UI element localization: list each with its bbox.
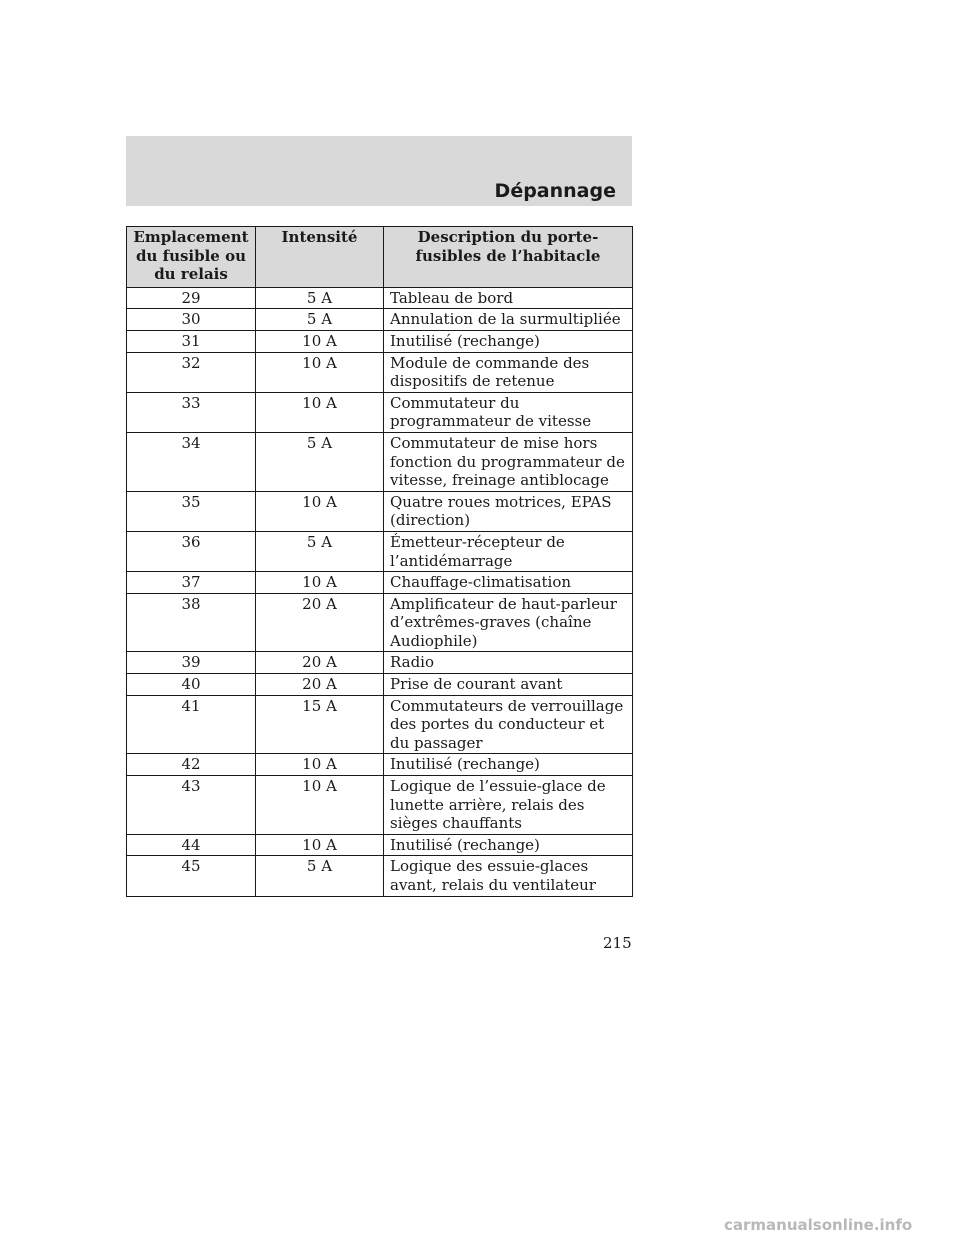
fuse-location-cell: 40 <box>127 674 256 696</box>
fuse-location-cell: 45 <box>127 856 256 896</box>
description-cell: Amplificateur de haut-parleur d’extrêmes-graves (chaîne Audiophile) <box>384 593 633 652</box>
fuse-location-cell: 31 <box>127 330 256 352</box>
amperage-cell: 20 A <box>256 652 384 674</box>
fuse-location-cell: 30 <box>127 309 256 331</box>
table-row <box>127 392 633 432</box>
table-header-row <box>127 227 633 288</box>
description-cell: Inutilisé (rechange) <box>384 834 633 856</box>
fuse-location-cell: 33 <box>127 392 256 432</box>
description-cell: Prise de courant avant <box>384 674 633 696</box>
amperage-cell: 10 A <box>256 754 384 776</box>
fuse-location-cell: 41 <box>127 695 256 754</box>
column-header-description: Description du porte-fusibles de l’habitacle <box>384 227 633 288</box>
table-row <box>127 776 633 835</box>
amperage-cell: 15 A <box>256 695 384 754</box>
fuse-location-cell: 32 <box>127 352 256 392</box>
amperage-cell: 20 A <box>256 674 384 696</box>
amperage-cell: 5 A <box>256 856 384 896</box>
amperage-cell: 20 A <box>256 593 384 652</box>
fuse-location-cell: 36 <box>127 531 256 571</box>
amperage-cell: 10 A <box>256 776 384 835</box>
table-row <box>127 674 633 696</box>
amperage-cell: 5 A <box>256 531 384 571</box>
table-row <box>127 309 633 331</box>
table-row <box>127 754 633 776</box>
description-cell: Logique des essuie-glaces avant, relais du ventilateur <box>384 856 633 896</box>
table-row <box>127 330 633 352</box>
fuse-location-cell: 44 <box>127 834 256 856</box>
column-header-amperage: Intensité <box>256 227 384 288</box>
fuse-table <box>126 226 633 897</box>
table-row <box>127 491 633 531</box>
description-cell: Commutateurs de verrouillage des portes du conducteur et du passager <box>384 695 633 754</box>
fuse-location-cell: 29 <box>127 287 256 309</box>
column-header-location: Emplacement du fusible ou du relais <box>127 227 256 288</box>
fuse-location-cell: 34 <box>127 432 256 491</box>
description-cell: Module de commande des dispositifs de retenue <box>384 352 633 392</box>
table-row <box>127 352 633 392</box>
fuse-location-cell: 39 <box>127 652 256 674</box>
table-row <box>127 652 633 674</box>
table-row <box>127 432 633 491</box>
amperage-cell: 10 A <box>256 834 384 856</box>
section-title: Dépannage <box>494 180 616 202</box>
amperage-cell: 10 A <box>256 330 384 352</box>
watermark: carmanualsonline.info <box>724 1216 913 1234</box>
fuse-location-cell: 35 <box>127 491 256 531</box>
table-row <box>127 695 633 754</box>
amperage-cell: 5 A <box>256 432 384 491</box>
description-cell: Logique de l’essuie-glace de lunette arrière, relais des sièges chauffants <box>384 776 633 835</box>
description-cell: Inutilisé (rechange) <box>384 330 633 352</box>
section-header-band <box>126 136 632 206</box>
description-cell: Commutateur de mise hors fonction du programmateur de vitesse, freinage antiblocage <box>384 432 633 491</box>
page-number: 215 <box>603 934 632 952</box>
amperage-cell: 10 A <box>256 491 384 531</box>
fuse-location-cell: 43 <box>127 776 256 835</box>
description-cell: Chauffage-climatisation <box>384 572 633 594</box>
description-cell: Commutateur du programmateur de vitesse <box>384 392 633 432</box>
table-row <box>127 531 633 571</box>
fuse-location-cell: 42 <box>127 754 256 776</box>
description-cell: Tableau de bord <box>384 287 633 309</box>
amperage-cell: 5 A <box>256 287 384 309</box>
table-row <box>127 287 633 309</box>
table-row <box>127 834 633 856</box>
table-row <box>127 856 633 896</box>
description-cell: Quatre roues motrices, EPAS (direction) <box>384 491 633 531</box>
fuse-location-cell: 37 <box>127 572 256 594</box>
table-row <box>127 593 633 652</box>
table-row <box>127 572 633 594</box>
table-body <box>127 287 633 896</box>
amperage-cell: 10 A <box>256 572 384 594</box>
description-cell: Annulation de la surmultipliée <box>384 309 633 331</box>
amperage-cell: 10 A <box>256 352 384 392</box>
description-cell: Inutilisé (rechange) <box>384 754 633 776</box>
fuse-location-cell: 38 <box>127 593 256 652</box>
description-cell: Radio <box>384 652 633 674</box>
description-cell: Émetteur-récepteur de l’antidémarrage <box>384 531 633 571</box>
amperage-cell: 5 A <box>256 309 384 331</box>
amperage-cell: 10 A <box>256 392 384 432</box>
